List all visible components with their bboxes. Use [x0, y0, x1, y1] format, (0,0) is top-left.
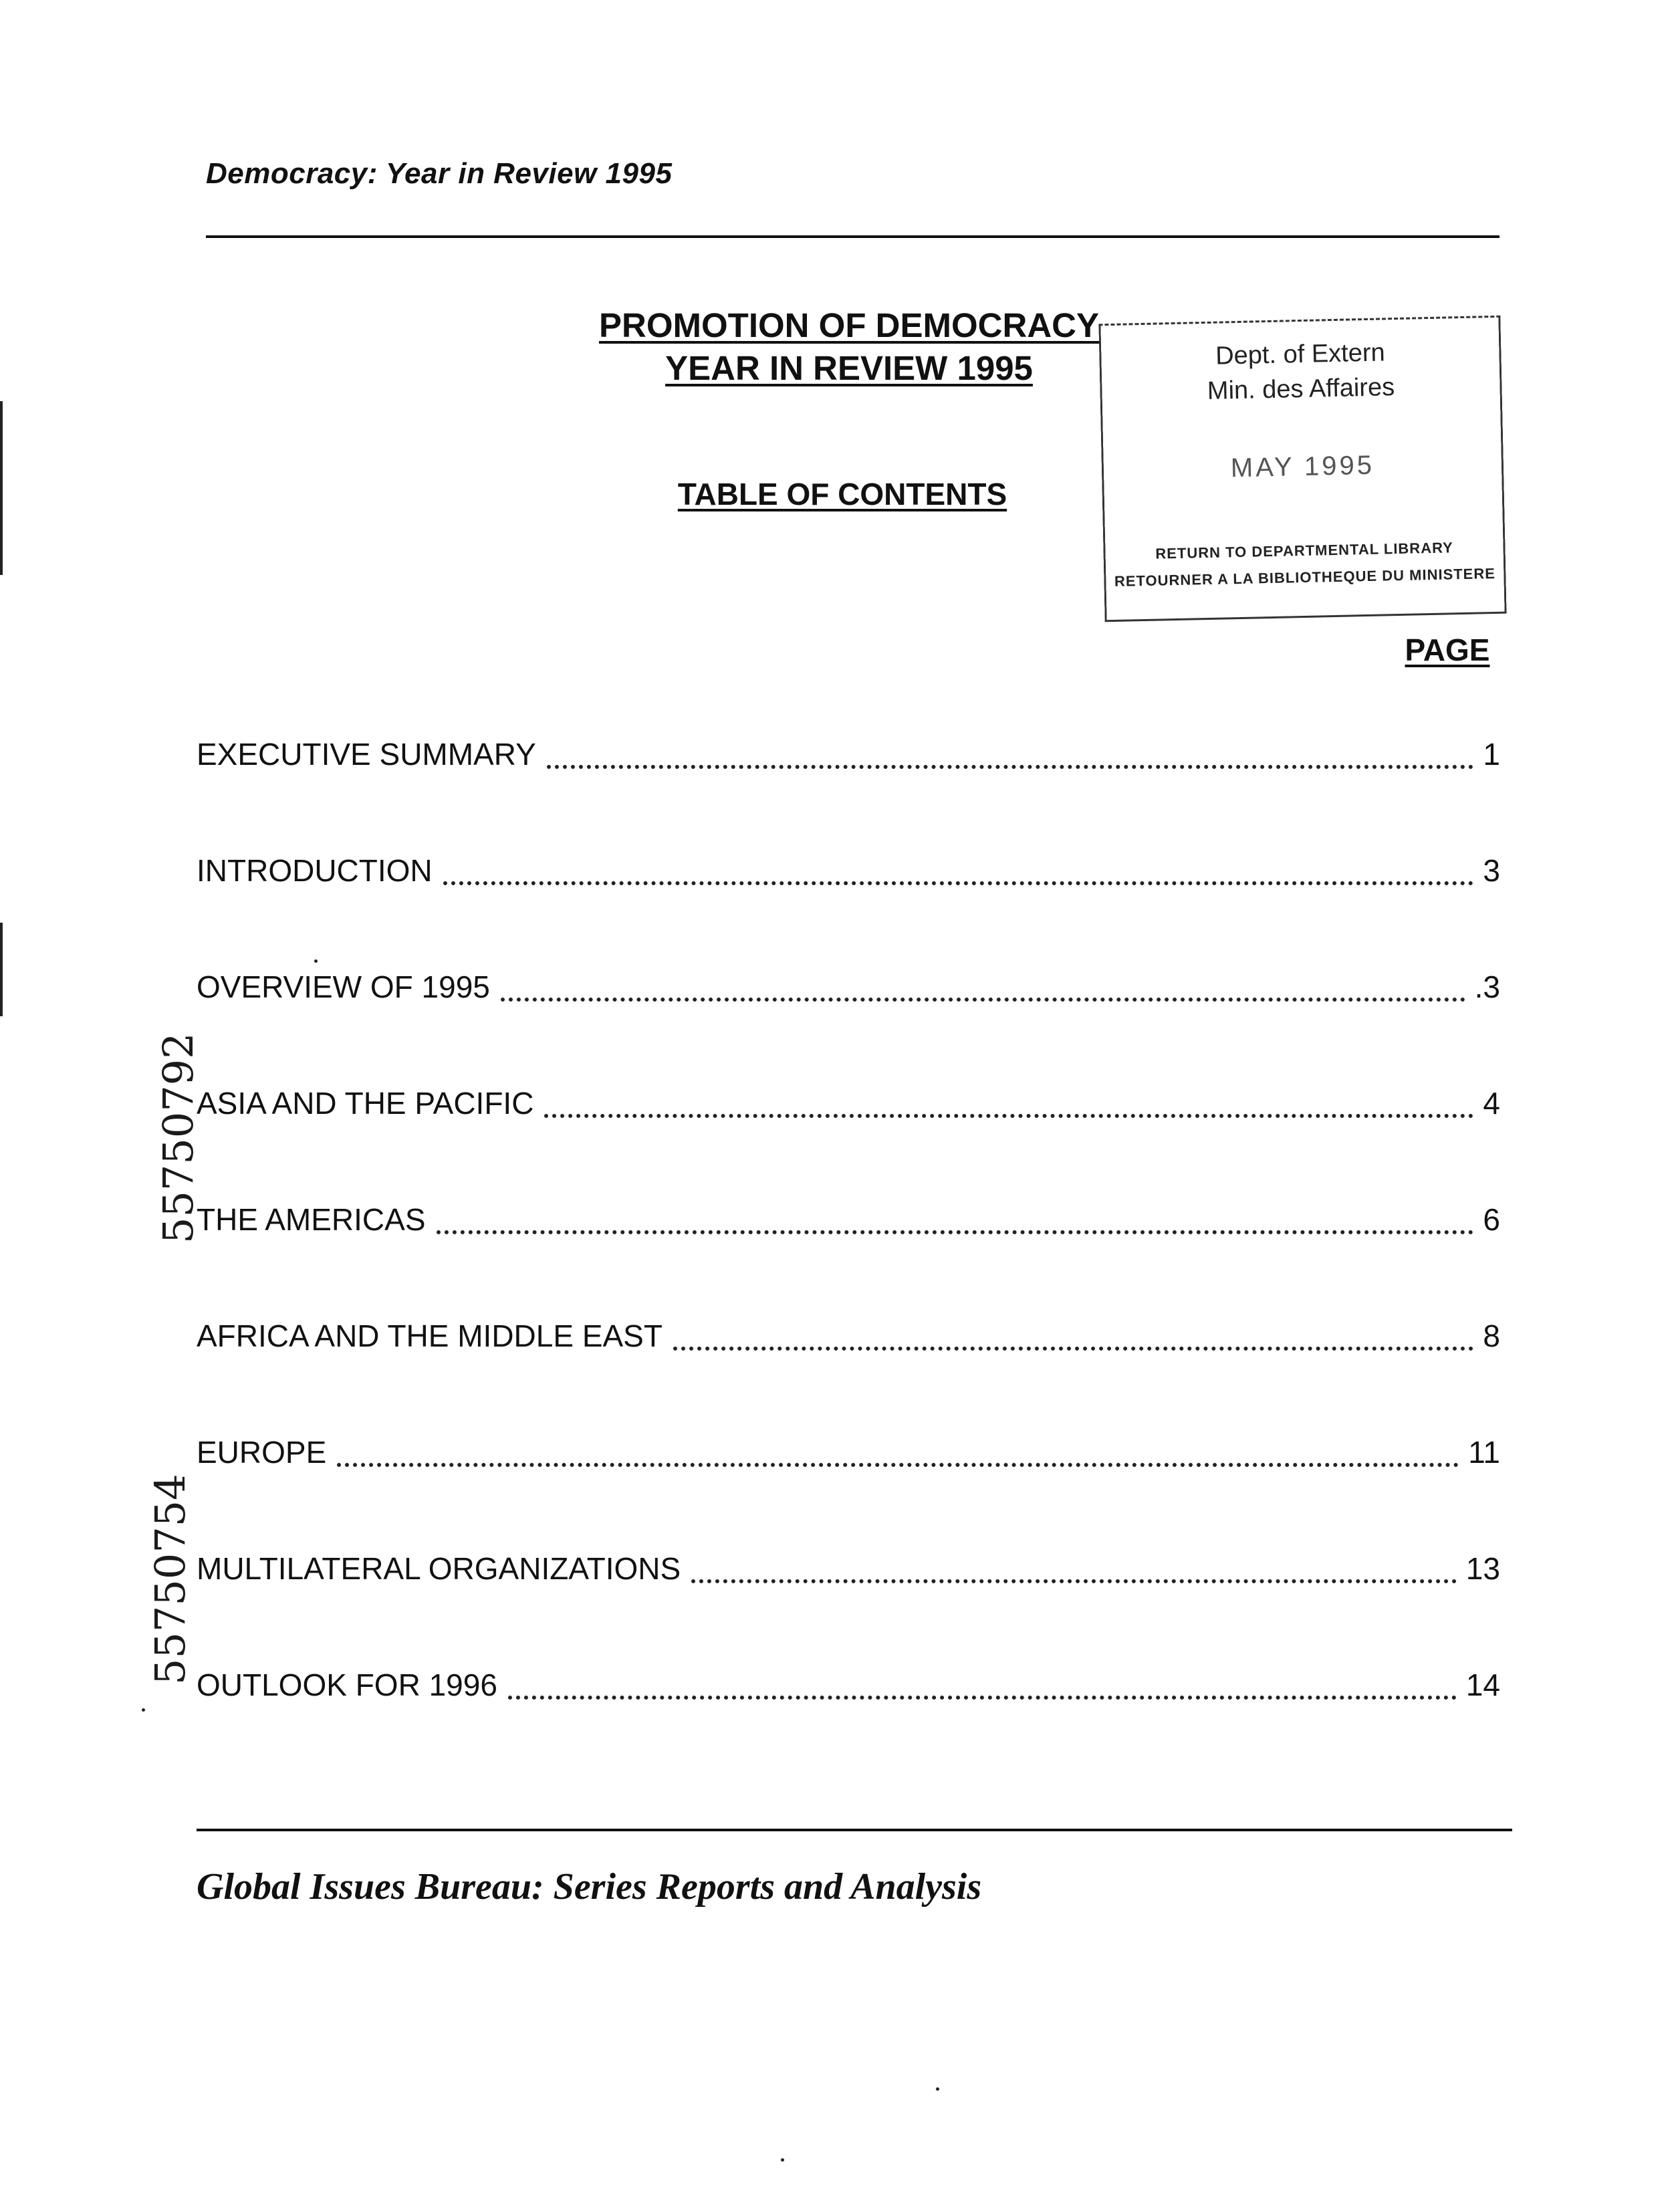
- toc-entry-label: EUROPE: [197, 1435, 327, 1470]
- scan-speck: [142, 1708, 145, 1712]
- dot-leader: [673, 1317, 1473, 1351]
- dot-leader: [544, 1084, 1473, 1118]
- toc-entry[interactable]: [197, 735, 1500, 852]
- dot-leader: [337, 1433, 1459, 1467]
- header-rule: [206, 235, 1499, 238]
- title-line-1: PROMOTION OF DEMOCRACY: [599, 306, 1099, 344]
- toc-entry-page: 13: [1465, 1551, 1500, 1586]
- table-of-contents: [197, 735, 1500, 1782]
- toc-entry-page: 14: [1465, 1667, 1500, 1702]
- toc-entry-page: 11: [1468, 1435, 1500, 1470]
- toc-entry-label: THE AMERICAS: [197, 1202, 426, 1237]
- footer-rule: [197, 1829, 1512, 1831]
- title-line-2: YEAR IN REVIEW 1995: [665, 349, 1033, 387]
- toc-entry-page: 3: [1483, 853, 1500, 888]
- stamp-ministry-line: Min. des Affaires: [1207, 373, 1395, 405]
- page-column-heading: PAGE: [1405, 632, 1490, 667]
- running-header: Democracy: Year in Review 1995: [206, 157, 673, 190]
- dot-leader: [443, 852, 1474, 885]
- toc-entry[interactable]: [197, 1317, 1500, 1433]
- dot-leader: [691, 1550, 1457, 1583]
- scan-speck: [936, 2087, 939, 2091]
- scan-speck: [314, 959, 318, 963]
- dot-leader: [508, 1666, 1457, 1700]
- dot-leader: [501, 968, 1465, 1002]
- toc-entry[interactable]: [197, 1433, 1500, 1550]
- toc-entry-label: INTRODUCTION: [197, 853, 433, 888]
- toc-entry-page: 6: [1483, 1202, 1500, 1237]
- toc-entry[interactable]: [197, 1550, 1500, 1666]
- toc-entry-page: 4: [1483, 1086, 1500, 1121]
- toc-entry-label: ASIA AND THE PACIFIC: [197, 1086, 534, 1121]
- toc-entry-page: 1: [1483, 737, 1500, 772]
- stamp-date: MAY 1995: [1230, 450, 1375, 483]
- toc-entry[interactable]: [197, 1201, 1500, 1317]
- toc-entry-label: MULTILATERAL ORGANIZATIONS: [197, 1551, 681, 1586]
- toc-entry-label: AFRICA AND THE MIDDLE EAST: [197, 1318, 663, 1353]
- scan-edge-mark: [0, 401, 3, 575]
- toc-heading: TABLE OF CONTENTS: [677, 477, 1007, 511]
- toc-entry-label: OUTLOOK FOR 1996: [197, 1667, 497, 1702]
- toc-entry[interactable]: [197, 968, 1500, 1084]
- toc-entry[interactable]: [197, 1666, 1500, 1782]
- toc-entry-label: OVERVIEW OF 1995: [197, 969, 490, 1004]
- scan-edge-mark: [0, 923, 3, 1016]
- scan-speck: [781, 2158, 784, 2162]
- handwritten-accession-number: 55750792: [154, 1032, 203, 1244]
- toc-entry[interactable]: [197, 852, 1500, 968]
- toc-entry[interactable]: [197, 1084, 1500, 1201]
- dot-leader: [547, 735, 1474, 769]
- toc-entry-label: EXECUTIVE SUMMARY: [197, 737, 536, 772]
- library-stamp: [1098, 316, 1506, 622]
- footer-series-title: Global Issues Bureau: Series Reports and Analysis: [197, 1866, 982, 1908]
- document-title: [508, 304, 1190, 390]
- dot-leader: [437, 1201, 1474, 1234]
- toc-entry-page: 8: [1483, 1318, 1500, 1353]
- toc-entry-page: .3: [1474, 969, 1500, 1004]
- stamp-return-line-fr: RETOURNER A LA BIBLIOTHEQUE DU MINISTERE: [1114, 564, 1496, 590]
- stamp-dept-line: Dept. of Extern: [1215, 338, 1386, 370]
- stamp-return-line-en: RETURN TO DEPARTMENTAL LIBRARY: [1155, 539, 1454, 562]
- handwritten-accession-number: 55750754: [146, 1474, 195, 1685]
